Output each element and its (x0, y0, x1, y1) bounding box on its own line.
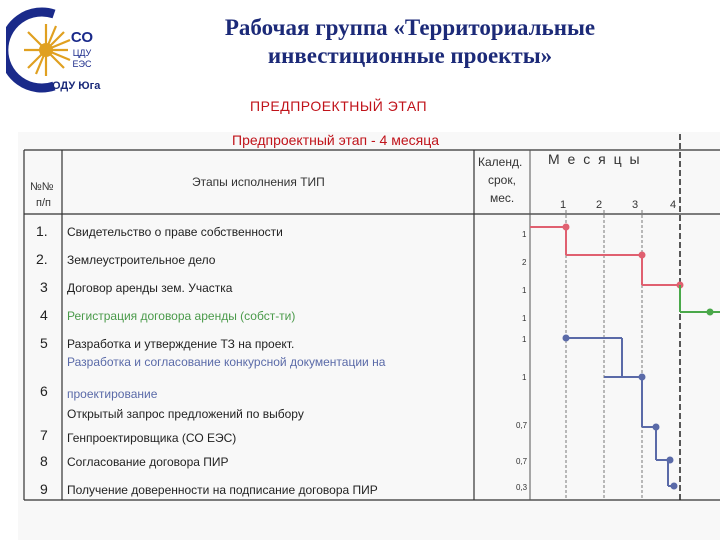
page-title-line2: инвестиционные проекты» (267, 43, 553, 68)
row-6-stage-line1: Разработка и согласование конкурсной документации на (67, 355, 386, 369)
row-3-num: 3 (40, 279, 48, 295)
row-5-term: 1 (522, 335, 527, 344)
month-4: 4 (670, 199, 677, 211)
months-label: М е с я ц ы (548, 151, 642, 167)
row-7-term: 0,7 (516, 421, 528, 430)
col-term-line3: мес. (490, 191, 515, 205)
row-6-stage-line2: проектирование (67, 387, 158, 401)
col-term-line1: Календ. (478, 155, 523, 169)
row-1-num: 1. (36, 223, 48, 239)
row-6-term: 1 (522, 373, 527, 382)
page-title (130, 14, 690, 70)
page-subtitle: ПРЕДПРОЕКТНЫЙ ЭТАП (250, 98, 428, 114)
row-7-stage-line2: Генпроектировщика (СО ЕЭС) (67, 431, 237, 445)
row-1-stage: Свидетельство о праве собственности (67, 225, 283, 239)
row-6-num: 6 (40, 383, 48, 399)
gantt-marker-row-5 (564, 336, 569, 341)
table-heading: Предпроектный этап - 4 месяца (232, 132, 440, 148)
logo-text-line3: ЕЭС (72, 59, 92, 69)
row-8-term: 0,7 (516, 457, 528, 466)
logo-caption: ОДУ Юга (52, 80, 101, 92)
row-1-term: 1 (522, 230, 527, 239)
logo-text-line1: СО (70, 29, 94, 46)
row-3-stage: Договор аренды зем. Участка (67, 281, 233, 295)
col-num-line1: №№ (30, 181, 54, 193)
gantt-marker-row-4 (708, 310, 713, 315)
logo-text-line2: ЦДУ (72, 48, 92, 58)
row-4-stage: Регистрация договора аренды (собст-ти) (67, 309, 296, 323)
row-8-num: 8 (40, 453, 48, 469)
row-4-term: 1 (522, 314, 527, 323)
row-4-num: 4 (40, 307, 48, 323)
month-3: 3 (632, 199, 639, 211)
row-9-stage: Получение доверенности на подписание договора ПИР (67, 483, 378, 497)
row-7-num: 7 (40, 427, 48, 443)
row-2-term: 2 (522, 258, 527, 267)
row-3-term: 1 (522, 286, 527, 295)
row-9-num: 9 (40, 481, 48, 497)
row-5-stage: Разработка и утверждение ТЗ на проект. (67, 337, 295, 351)
month-1: 1 (560, 199, 567, 211)
page-title-line1: Рабочая группа «Территориальные (224, 15, 596, 40)
row-9-term: 0,3 (516, 483, 528, 492)
col-stage-header: Этапы исполнения ТИП (192, 175, 325, 189)
col-num-line2: п/п (36, 197, 51, 209)
row-8-stage: Согласование договора ПИР (67, 455, 229, 469)
month-2: 2 (596, 199, 603, 211)
schedule-table (0, 120, 720, 540)
row-7-stage-line1: Открытый запрос предложений по выбору (67, 407, 304, 421)
gantt-marker-row-9 (672, 484, 677, 489)
col-term-line2: срок, (488, 173, 516, 187)
row-2-num: 2. (36, 251, 48, 267)
row-5-num: 5 (40, 335, 48, 351)
row-2-stage: Землеустроительное дело (67, 253, 216, 267)
